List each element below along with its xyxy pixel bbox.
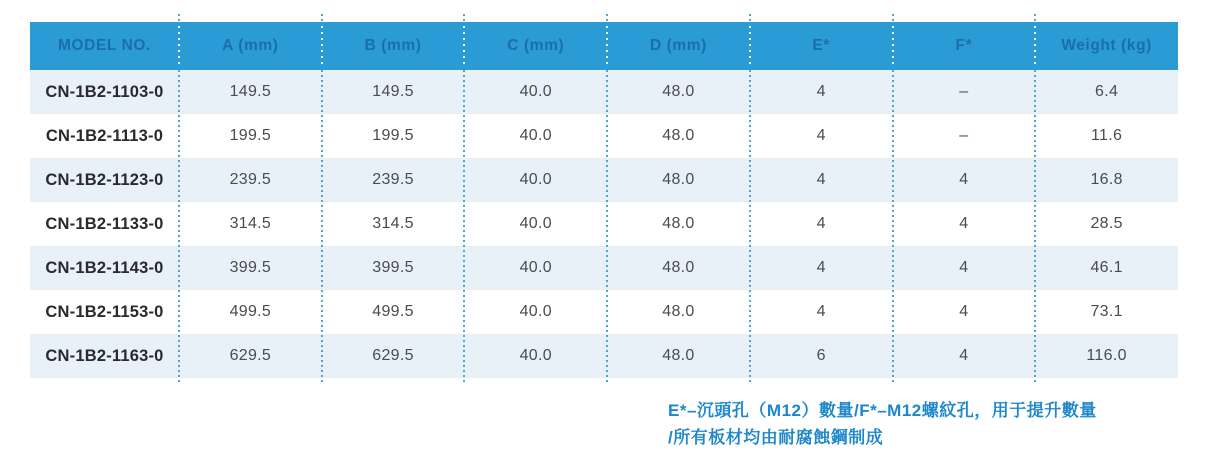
cell-d: 48.0 <box>662 303 695 320</box>
cell-model: CN-1B2-1113-0 <box>45 126 164 145</box>
cell-a: 314.5 <box>229 215 272 232</box>
footnote-e-label: E* <box>668 401 687 420</box>
cell-d: 48.0 <box>662 171 695 188</box>
table-row <box>30 158 1178 202</box>
footnote-f-text: –M12螺紋孔，用于提升數量 <box>877 401 1097 420</box>
cell-a: 149.5 <box>229 83 272 100</box>
cell-a: 399.5 <box>229 259 272 276</box>
cell-f: 4 <box>959 303 969 320</box>
cell-b: 399.5 <box>372 259 414 276</box>
cell-b: 199.5 <box>372 127 414 144</box>
cell-e: 6 <box>816 347 826 364</box>
header-b-mm: B (mm) <box>322 22 465 70</box>
cell-b: 629.5 <box>372 347 414 364</box>
table-body <box>30 70 1178 378</box>
cell-model: CN-1B2-1123-0 <box>45 170 164 189</box>
column-separator-line <box>463 14 465 21</box>
cell-weight: 46.1 <box>1090 259 1123 276</box>
footnote-e-text: –沉頭孔（M12）數量/ <box>686 401 860 420</box>
cell-d: 48.0 <box>662 215 695 232</box>
cell-a: 499.5 <box>229 303 272 320</box>
cell-d: 48.0 <box>662 127 695 144</box>
cell-e: 4 <box>816 83 826 100</box>
cell-weight: 28.5 <box>1090 215 1123 232</box>
header-weight-kg: Weight (kg) <box>1035 22 1178 70</box>
cell-f: 4 <box>959 259 969 276</box>
header-model-no: MODEL NO. <box>30 22 179 70</box>
column-separator-line <box>606 14 608 21</box>
column-separator-line <box>1034 14 1036 21</box>
table-row <box>30 202 1178 246</box>
cell-d: 48.0 <box>662 259 695 276</box>
cell-model: CN-1B2-1133-0 <box>45 214 164 233</box>
table-row <box>30 114 1178 158</box>
spec-table-container <box>30 22 1178 378</box>
cell-c: 40.0 <box>519 171 552 188</box>
cell-e: 4 <box>816 215 826 232</box>
table-row <box>30 246 1178 290</box>
column-separator-line <box>749 14 751 21</box>
header-row <box>30 22 1178 70</box>
column-separator-line <box>892 14 894 21</box>
cell-model: CN-1B2-1163-0 <box>45 346 164 365</box>
cell-c: 40.0 <box>519 127 552 144</box>
table-row <box>30 70 1178 114</box>
cell-e: 4 <box>816 127 826 144</box>
header-d-mm: D (mm) <box>607 22 750 70</box>
cell-f: – <box>959 83 969 100</box>
cell-b: 149.5 <box>372 83 414 100</box>
footnote-line2: /所有板材均由耐腐蝕鋼制成 <box>668 428 884 447</box>
cell-weight: 6.4 <box>1095 83 1119 100</box>
cell-b: 239.5 <box>372 171 414 188</box>
cell-e: 4 <box>816 259 826 276</box>
cell-model: CN-1B2-1103-0 <box>45 82 164 101</box>
cell-c: 40.0 <box>519 83 552 100</box>
cell-c: 40.0 <box>519 303 552 320</box>
cell-b: 314.5 <box>372 215 414 232</box>
cell-b: 499.5 <box>372 303 414 320</box>
cell-d: 48.0 <box>662 83 695 100</box>
cell-f: 4 <box>959 347 969 364</box>
spec-table <box>30 22 1178 378</box>
column-separator-line <box>321 14 323 21</box>
table-header <box>30 22 1178 70</box>
cell-d: 48.0 <box>662 347 695 364</box>
table-row <box>30 334 1178 378</box>
cell-weight: 73.1 <box>1090 303 1123 320</box>
header-e-star: E* <box>750 22 893 70</box>
cell-weight: 11.6 <box>1091 127 1123 144</box>
cell-a: 239.5 <box>229 171 272 188</box>
cell-weight: 16.8 <box>1090 171 1123 188</box>
cell-model: CN-1B2-1153-0 <box>45 302 164 321</box>
cell-f: – <box>959 127 969 144</box>
header-c-mm: C (mm) <box>464 22 607 70</box>
column-separator-line <box>178 14 180 21</box>
footnote-f-label: F* <box>859 401 878 420</box>
cell-c: 40.0 <box>519 347 552 364</box>
cell-c: 40.0 <box>519 259 552 276</box>
cell-f: 4 <box>959 171 969 188</box>
cell-a: 199.5 <box>229 127 272 144</box>
cell-weight: 116.0 <box>1086 347 1127 364</box>
footnote <box>668 397 1183 451</box>
table-row <box>30 290 1178 334</box>
cell-model: CN-1B2-1143-0 <box>45 258 164 277</box>
cell-c: 40.0 <box>519 215 552 232</box>
header-f-star: F* <box>893 22 1036 70</box>
cell-a: 629.5 <box>229 347 272 364</box>
cell-e: 4 <box>816 171 826 188</box>
cell-f: 4 <box>959 215 969 232</box>
cell-e: 4 <box>816 303 826 320</box>
header-a-mm: A (mm) <box>179 22 322 70</box>
